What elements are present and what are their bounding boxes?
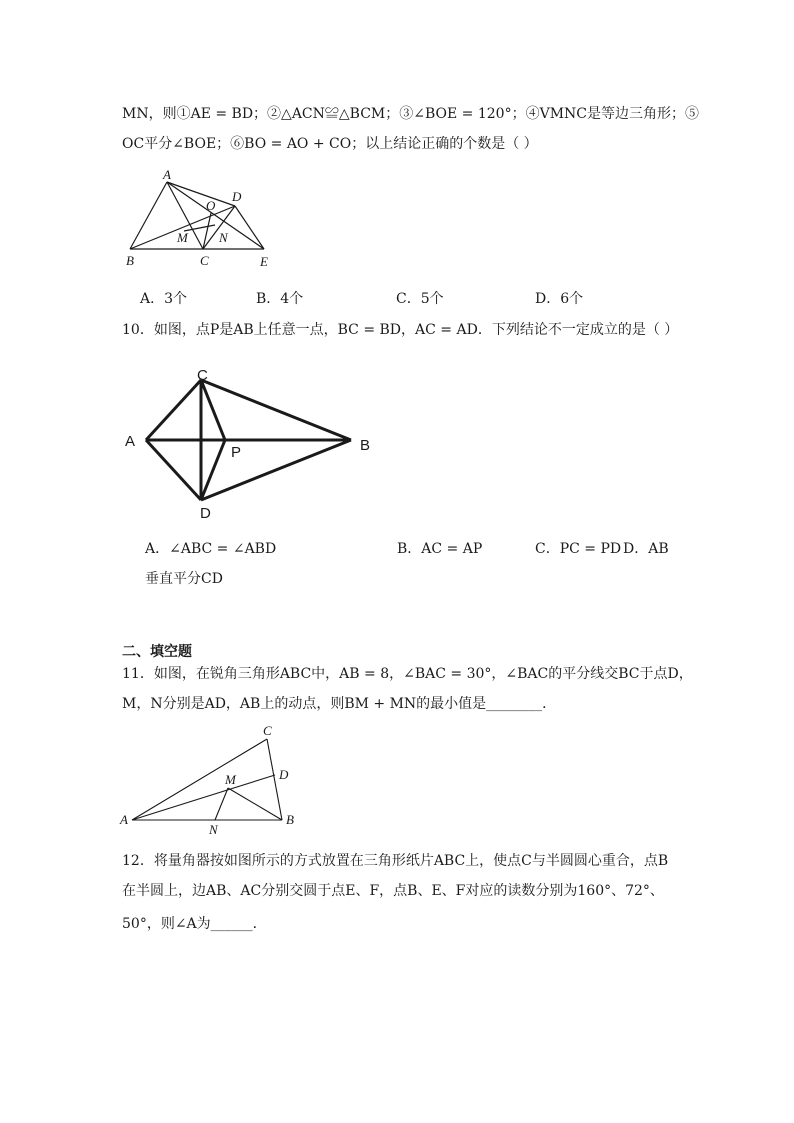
q10-option-d: D．AB bbox=[623, 541, 669, 557]
q9-label-b: B bbox=[126, 253, 134, 268]
q9-label-n: N bbox=[219, 230, 228, 245]
q9-option-d: D．6个 bbox=[535, 291, 584, 307]
q10-stem: 10．如图，点P是AB上任意一点，BC = BD，AC = AD．下列结论不一定成立的是（ ） bbox=[122, 322, 679, 338]
q9-label-m: M bbox=[177, 230, 188, 245]
q9-option-a: A．3个 bbox=[140, 291, 188, 307]
q11-label-d: D bbox=[279, 767, 289, 782]
q9-label-e: E bbox=[260, 254, 268, 269]
q10-figure bbox=[115, 360, 385, 525]
section-title: 二、填空题 bbox=[122, 644, 192, 660]
q10-label-d: D bbox=[200, 505, 211, 522]
q11-figure bbox=[115, 720, 305, 838]
q11-label-a: A bbox=[120, 812, 128, 827]
q11-label-m: M bbox=[225, 772, 236, 787]
q9-option-b: B．4个 bbox=[256, 291, 304, 307]
q9-figure bbox=[120, 165, 285, 275]
q9-label-a: A bbox=[163, 167, 171, 182]
q9-label-d: D bbox=[232, 189, 242, 204]
q9-stem-line1: MN，则①AE = BD；②△ACN≌△BCM；③∠BOE = 120°；④VMNC是等边三角形；⑤ bbox=[122, 106, 699, 122]
q10-label-a: A bbox=[125, 433, 136, 450]
q10-label-c: C bbox=[197, 367, 208, 384]
q10-label-p: P bbox=[231, 444, 242, 461]
q9-label-o: O bbox=[206, 198, 216, 213]
q12-stem-line3: 50°，则∠A为______． bbox=[122, 916, 267, 932]
q11-label-b: B bbox=[286, 812, 294, 827]
q11-stem-line2: M，N分别是AD，AB上的动点，则BM + MN的最小值是________． bbox=[122, 696, 557, 712]
q12-stem-line1: 12．将量角器按如图所示的方式放置在三角形纸片ABC上，使点C与半圆圆心重合，点B bbox=[122, 853, 669, 869]
q9-stem-line2: OC平分∠BOE；⑥BO = AO + CO；以上结论正确的个数是（ ） bbox=[122, 136, 538, 152]
q10-label-b: B bbox=[360, 437, 371, 454]
q9-label-c: C bbox=[200, 253, 209, 268]
q12-stem-line2: 在半圆上，边AB、AC分别交圆于点E、F，点B、E、F对应的读数分别为160°、72°、 bbox=[122, 883, 664, 899]
q10-option-a: A．∠ABC = ∠ABD bbox=[145, 541, 277, 557]
q10-option-b: B．AC = AP bbox=[397, 541, 483, 557]
q10-option-d-cont: 垂直平分CD bbox=[145, 571, 223, 587]
q11-stem-line1: 11．如图，在锐角三角形ABC中，AB = 8，∠BAC = 30°，∠BAC的平分线交BC于点D， bbox=[122, 666, 693, 682]
q9-option-c: C．5个 bbox=[396, 291, 444, 307]
q11-label-n: N bbox=[209, 822, 218, 837]
q11-label-c: C bbox=[263, 723, 272, 738]
q10-option-c: C．PC = PD bbox=[535, 541, 622, 557]
